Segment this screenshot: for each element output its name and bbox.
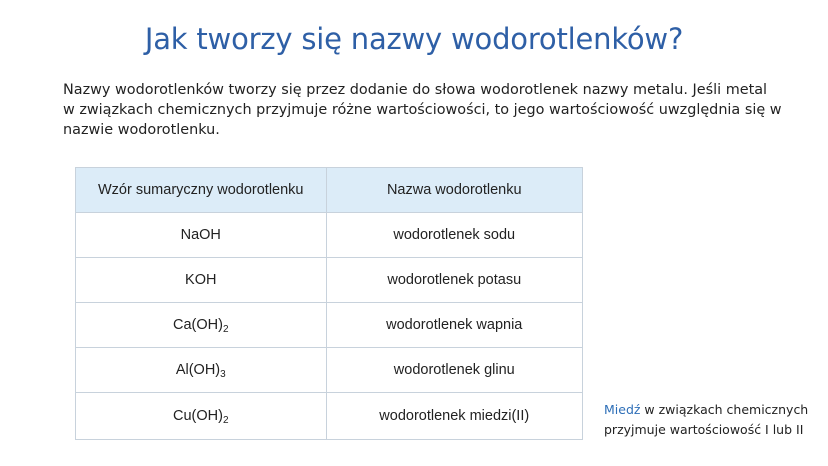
- hydroxides-table: [75, 167, 583, 440]
- formula-cell: NaOH: [76, 213, 327, 258]
- table-row: [76, 258, 583, 303]
- formula-cell: KOH: [76, 258, 327, 303]
- header-name: Nazwa wodorotlenku: [326, 168, 582, 213]
- name-cell: wodorotlenek wapnia: [326, 303, 582, 348]
- name-cell: wodorotlenek potasu: [326, 258, 582, 303]
- note-highlight: Miedź: [604, 402, 641, 417]
- name-cell: wodorotlenek glinu: [326, 348, 582, 393]
- formula-cell: $Ca(OH)_2$: [76, 303, 327, 348]
- note-line2: przyjmuje wartościowość I lub II: [604, 422, 804, 437]
- note-line1-rest: w związkach chemicznych: [640, 402, 809, 417]
- table-header-row: [76, 168, 583, 213]
- table-row: [76, 303, 583, 348]
- intro-paragraph: Nazwy wodorotlenków tworzy się przez dodanie do słowa wodorotlenek nazwy metalu. Jeśli metal w związkach chemicznych przyjmuje różne wartościowości, to jego wartościowość uwzględnia się w nazwie wodorotlenku.: [63, 82, 782, 138]
- table-row: [76, 213, 583, 258]
- table-row: [76, 348, 583, 393]
- name-cell: wodorotlenek sodu: [326, 213, 582, 258]
- formula-cell: $Cu(OH)_2$: [76, 393, 327, 440]
- name-cell: wodorotlenek miedzi(II): [326, 393, 582, 440]
- formula-cell: $Al(OH)_3$: [76, 348, 327, 393]
- table-row: [76, 393, 583, 440]
- slide-title: Jak tworzy się nazwy wodorotlenków?: [144, 22, 684, 56]
- header-formula: Wzór sumaryczny wodorotlenku: [76, 168, 327, 213]
- side-note: [604, 400, 819, 440]
